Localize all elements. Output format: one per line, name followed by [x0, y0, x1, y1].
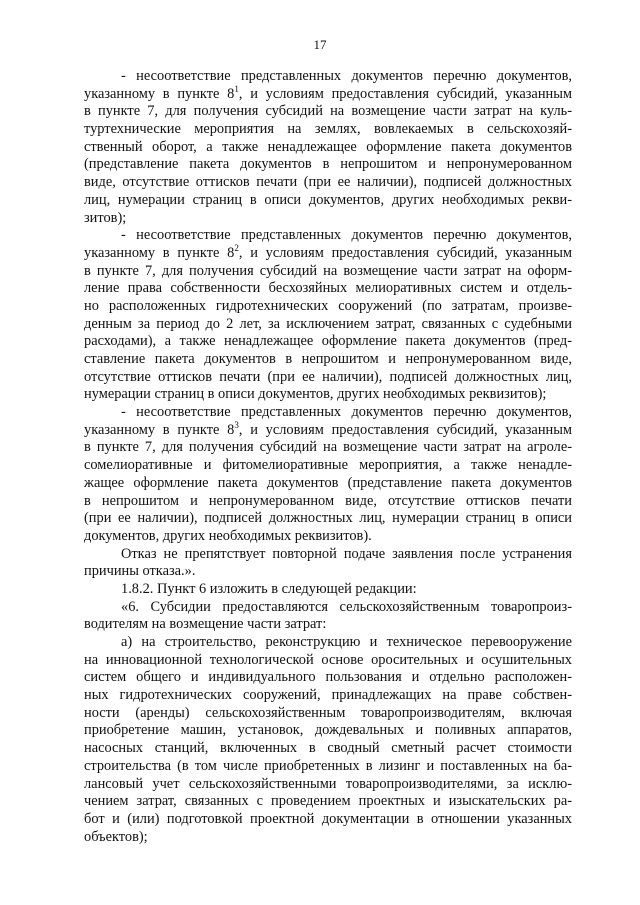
text-line — [84, 139, 572, 157]
document-body — [84, 68, 572, 846]
line-text: (при ее наличии), подписей должностных лиц, нумерации страниц в описи — [84, 510, 572, 527]
text-line — [84, 581, 572, 599]
line-text: жащее оформление пакета документов (представление пакета документов — [84, 474, 572, 491]
text-line — [84, 263, 572, 281]
line-text: в пункте 7, для получения субсидий на возмещение части затрат на куль- — [84, 103, 572, 120]
text-line — [84, 652, 572, 670]
text-line — [84, 210, 572, 228]
line-text: отсутствие оттисков печати (при ее наличии), подписей должностных лиц, — [84, 368, 572, 385]
footnote-superscript: 3 — [234, 419, 239, 430]
line-text: строительства (в том числе приобретенных в лизинг и поставленных на ба- — [84, 757, 572, 774]
line-text: ственный оборот, а также ненадлежащее оформление пакета документов — [84, 138, 572, 155]
text-line — [84, 528, 572, 546]
line-text: зитов); — [84, 209, 127, 226]
line-text: насосных станций, включенных в сводный сметный расчет стоимости — [84, 740, 572, 757]
line-text: бот и (или) подготовкой проектной документации в отношении указанных — [84, 810, 572, 827]
line-text: указанному в пункте 8 — [84, 244, 235, 261]
text-line — [84, 280, 572, 298]
text-line — [84, 419, 572, 440]
line-text-continuation: , и условиям предоставления субсидий, указанным — [238, 421, 572, 438]
paragraph — [84, 581, 572, 599]
text-line — [84, 793, 572, 811]
text-line — [84, 156, 572, 174]
text-line — [84, 669, 572, 687]
line-text: «6. Субсидии предоставляются сельскохозяйственным товаропроиз- — [121, 598, 572, 615]
text-line — [84, 227, 572, 245]
line-text: приобретение машин, установок, дождевальных и поливных аппаратов, — [84, 722, 572, 739]
line-text: ности (аренды) сельскохозяйственным товаропроизводителям, включая — [84, 704, 572, 721]
line-text: - несоответствие представленных документов перечню документов, — [121, 404, 572, 421]
text-line — [84, 687, 572, 705]
text-line — [84, 351, 572, 369]
footnote-superscript: 1 — [234, 83, 239, 94]
paragraph — [84, 227, 572, 404]
line-text: а) на строительство, реконструкцию и техническое перевооружение — [121, 634, 572, 650]
text-line — [84, 722, 572, 740]
text-line — [84, 174, 572, 192]
paragraph — [84, 404, 572, 546]
text-line — [84, 333, 572, 351]
text-line — [84, 103, 572, 121]
line-text: систем общего и индивидуального пользования и отдельно расположен- — [84, 669, 572, 686]
line-text: водителям на возмещение части затрат: — [84, 616, 327, 633]
text-line — [84, 829, 572, 847]
line-text: виде, отсутствие оттисков печати (при ее наличии), подписей должностных — [84, 174, 572, 191]
line-text: 1.8.2. Пункт 6 изложить в следующей редакции: — [121, 580, 417, 597]
line-text: (представление пакета документов в непрошитом и непронумерованном — [84, 156, 572, 173]
text-line — [84, 740, 572, 758]
line-text: лиц, нумерации страниц в описи документов, других необходимых рекви- — [84, 191, 572, 208]
text-line — [84, 634, 572, 652]
line-text: лансовый учет сельскохозяйственными товаропроизводителями, за исклю- — [84, 775, 572, 792]
line-text: указанному в пункте 8 — [84, 85, 235, 102]
text-line — [84, 563, 572, 581]
line-text: ставление пакета документов в непрошитом и непронумерованном виде, — [84, 351, 572, 367]
line-text: в непрошитом и непронумерованном виде, отсутствие оттисков печати — [84, 492, 572, 509]
page-number: 17 — [313, 37, 327, 52]
line-text: чением затрат, связанных с проведением проектных и изыскательских ра- — [84, 793, 572, 810]
text-line — [84, 369, 572, 387]
paragraph — [84, 634, 572, 846]
line-text: туртехнические мероприятия на землях, вовлекаемых в сельскохозяй- — [84, 121, 572, 138]
line-text: - несоответствие представленных документов перечню документов, — [121, 68, 572, 84]
text-line — [84, 776, 572, 794]
text-line — [84, 386, 572, 404]
line-text: причины отказа.». — [84, 563, 196, 580]
text-line — [84, 192, 572, 210]
line-text: в пункте 7, для получения субсидий на возмещение части затрат на оформ- — [84, 262, 572, 279]
line-text: Отказ не препятствует повторной подаче заявления после устранения — [121, 545, 572, 562]
text-line — [84, 811, 572, 829]
text-line — [84, 245, 572, 263]
text-line — [84, 121, 572, 139]
text-line — [84, 599, 572, 617]
text-line — [84, 316, 572, 334]
line-text: ление права собственности бесхозяйных мелиоративных систем и отдель- — [84, 280, 572, 297]
text-line — [84, 705, 572, 723]
line-text: - несоответствие представленных документов перечню документов, — [121, 227, 572, 244]
text-line — [84, 439, 572, 457]
text-line — [84, 83, 572, 104]
footnote-superscript: 2 — [234, 243, 239, 254]
line-text: в пункте 7, для получения субсидий на возмещение части затрат на агроле- — [84, 439, 572, 456]
text-line — [84, 475, 572, 493]
line-text: документов, других необходимых реквизитов). — [84, 527, 372, 544]
line-text-continuation: , и условиям предоставления субсидий, указанным — [238, 85, 572, 102]
line-text: денным за период до 2 лет, за исключением затрат, связанных с судебными — [84, 315, 572, 332]
text-line — [84, 457, 572, 475]
line-text: объектов); — [84, 828, 148, 845]
line-text: на инновационной технологической основе оросительных и осушительных — [84, 651, 572, 668]
text-line — [84, 404, 572, 422]
line-text: ных гидротехнических сооружений, принадлежащих на праве собствен- — [84, 687, 572, 704]
line-text: но расположенных гидротехнических сооружений (по затратам, произве- — [84, 297, 572, 314]
line-text: сомелиоративные и фитомелиоративные мероприятия, а также ненадле- — [84, 457, 572, 474]
text-line — [84, 298, 572, 316]
text-line — [84, 493, 572, 511]
text-line — [84, 68, 572, 86]
text-line — [84, 758, 572, 776]
text-line — [84, 616, 572, 634]
paragraph — [84, 546, 572, 581]
text-line — [84, 546, 572, 564]
line-text: указанному в пункте 8 — [84, 421, 235, 438]
paragraph — [84, 599, 572, 634]
line-text-continuation: , и условиям предоставления субсидий, указанным — [238, 244, 572, 261]
text-line — [84, 510, 572, 528]
line-text: нумерации страниц в описи документов, других необходимых реквизитов); — [84, 386, 547, 403]
paragraph — [84, 68, 572, 227]
line-text: расходами), а также ненадлежащее оформление пакета документов (пред- — [84, 333, 572, 350]
